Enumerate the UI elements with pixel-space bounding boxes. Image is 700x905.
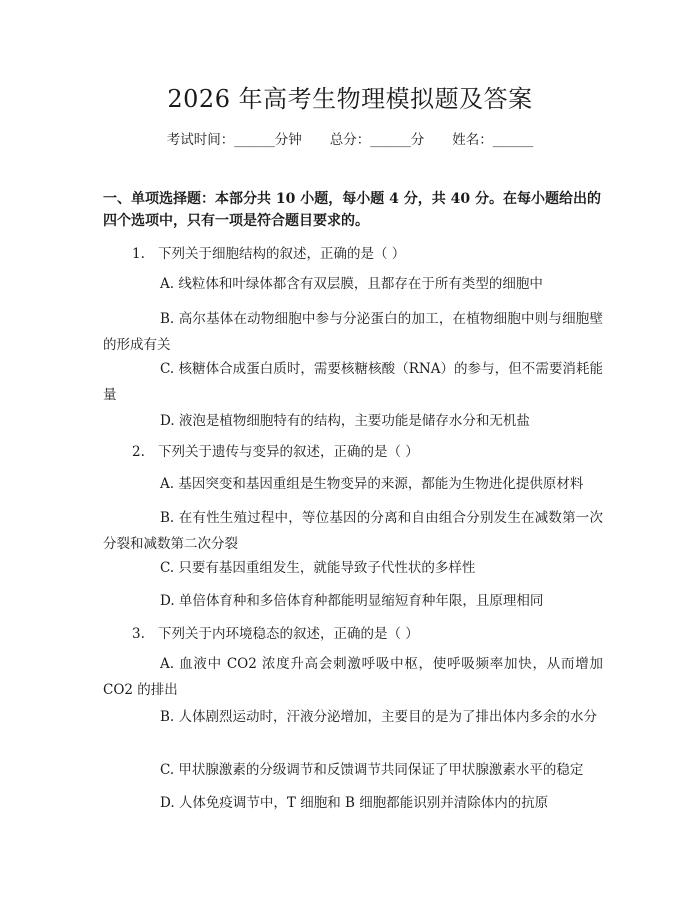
section-heading: 一、单项选择题：本部分共 10 小题，每小题 4 分，共 40 分。在每小题给出的四个选项中，只有一项是符合题目要求的。 — [103, 191, 601, 229]
question-text: 下列关于遗传与变异的叙述，正确的是（ ） — [158, 444, 419, 460]
question-2-option-c: C. 只要有基因重组发生，就能导致子代性状的多样性 — [160, 560, 476, 576]
exam-meta — [0, 130, 700, 150]
score-field: 总分：______分 — [329, 132, 425, 148]
question-3-option-c: C. 甲状腺激素的分级调节和反馈调节共同保证了甲状腺激素水平的稳定 — [160, 762, 584, 778]
question-3-option-a: A. 血液中 CO2 浓度升高会刺激呼吸中枢，使呼吸频率加快，从而增加 CO2 的排出 — [103, 656, 603, 698]
question-1-option-c: C. 核糖体合成蛋白质时，需要核糖核酸（RNA）的参与，但不需要消耗能量 — [103, 361, 603, 403]
question-text: 下列关于细胞结构的叙述，正确的是（ ） — [158, 246, 406, 262]
question-1-option-b: B. 高尔基体在动物细胞中参与分泌蛋白的加工，在植物细胞中则与细胞壁的形成有关 — [103, 311, 603, 353]
question-3-option-d: D. 人体免疫调节中，T 细胞和 B 细胞都能识别并清除体内的抗原 — [160, 795, 549, 811]
question-1-option-a: A. 线粒体和叶绿体都含有双层膜，且都存在于所有类型的细胞中 — [160, 276, 543, 292]
question-number: 1. — [132, 246, 145, 262]
question-number: 2. — [132, 444, 145, 460]
time-field: 考试时间：______分钟 — [166, 132, 302, 148]
question-1-stem — [132, 243, 602, 265]
question-3-option-b: B. 人体剧烈运动时，汗液分泌增加，主要目的是为了排出体内多余的水分 — [160, 709, 598, 725]
question-2-stem — [132, 441, 602, 463]
name-field: 姓名：______ — [452, 132, 534, 148]
question-2-option-a: A. 基因突变和基因重组是生物变异的来源，都能为生物进化提供原材料 — [160, 476, 584, 492]
question-number: 3. — [132, 626, 145, 642]
question-2-option-d: D. 单倍体育种和多倍体育种都能明显缩短育种年限，且原理相同 — [160, 593, 544, 609]
page-title: 2026 年高考生物理模拟题及答案 — [167, 85, 533, 113]
question-2-option-b: B. 在有性生殖过程中，等位基因的分离和自由组合分别发生在减数第一次分裂和减数第二次分裂 — [103, 510, 603, 552]
question-text: 下列关于内环境稳态的叙述，正确的是（ ） — [158, 626, 419, 642]
question-3-stem — [132, 623, 602, 645]
question-1-option-d: D. 液泡是植物细胞特有的结构，主要功能是储存水分和无机盐 — [160, 413, 530, 429]
